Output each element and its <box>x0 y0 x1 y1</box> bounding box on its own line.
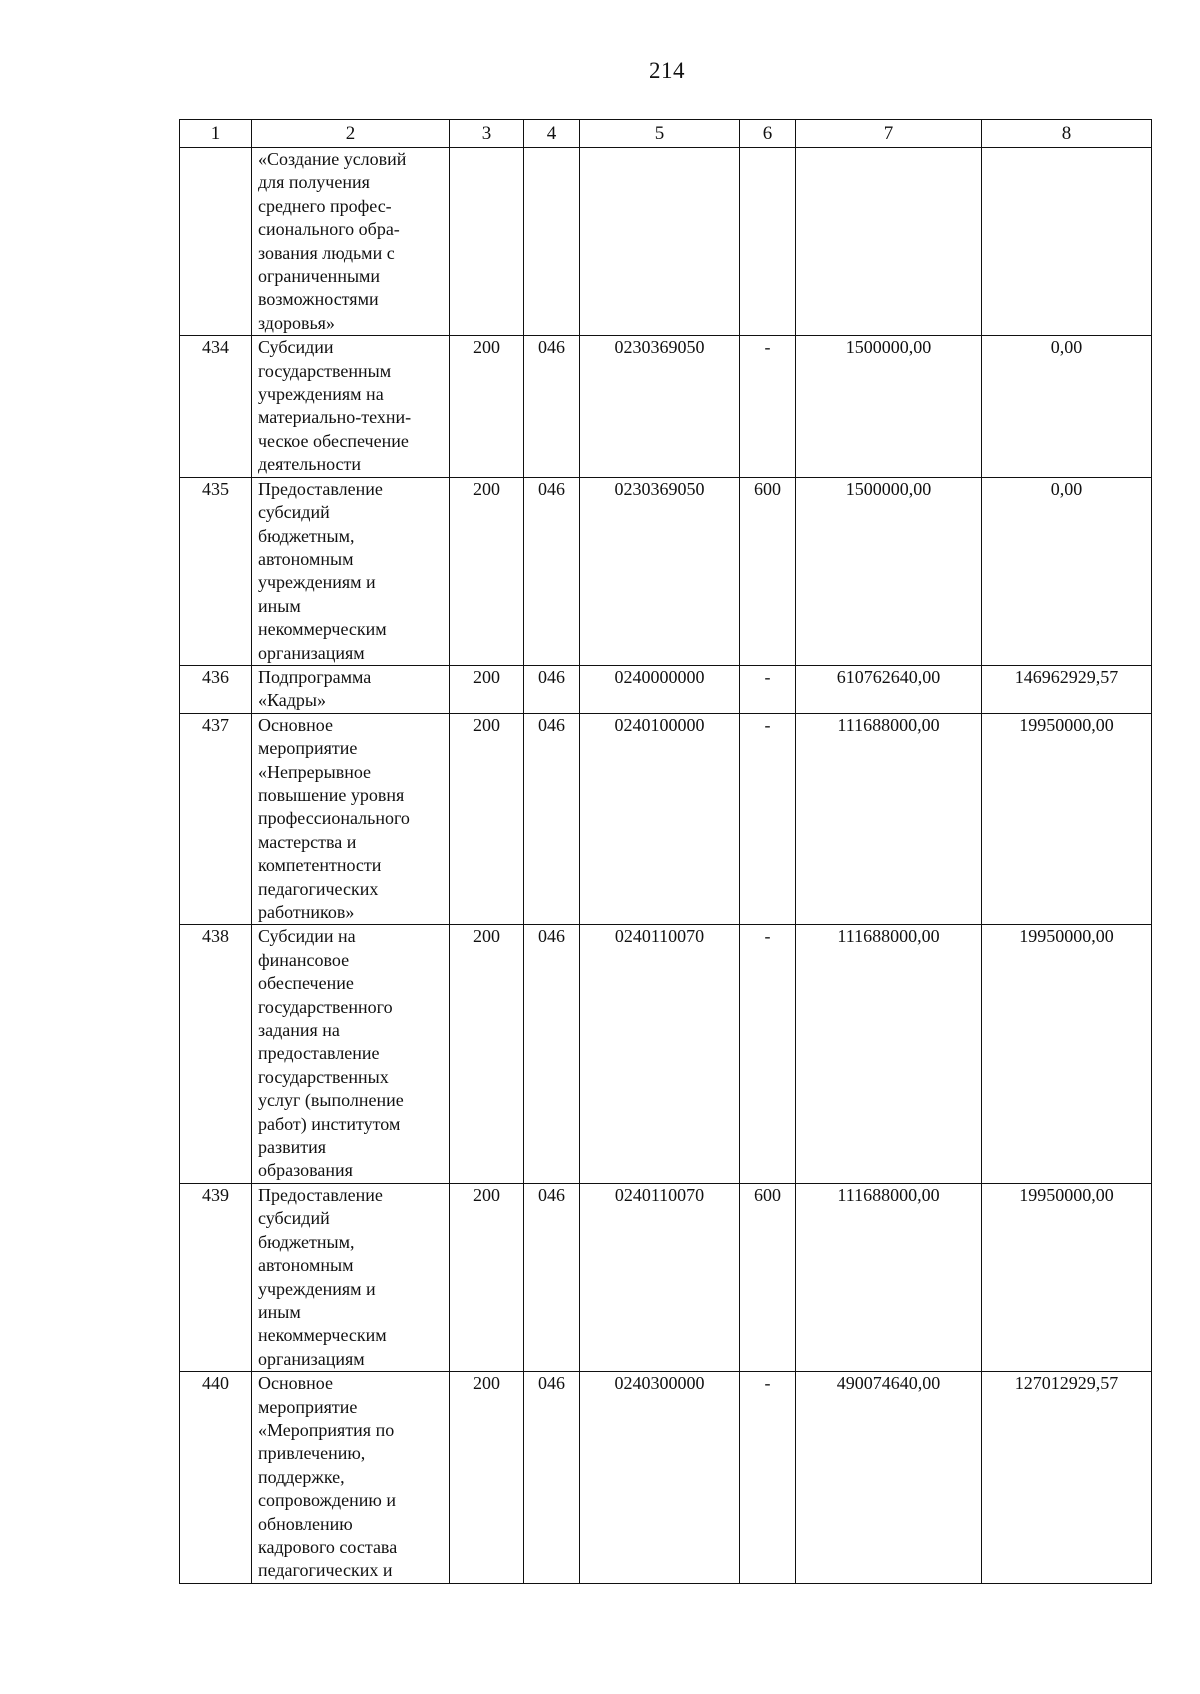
row-number <box>180 148 252 336</box>
header-cell: 6 <box>740 120 796 148</box>
table-header-row <box>180 120 1152 148</box>
row-col4: 046 <box>524 713 580 925</box>
row-amount-8: 19950000,00 <box>982 713 1152 925</box>
row-name: Основное мероприятие «Непрерывное повышение уровня профессионального мастерства и компетентности педагогических работников» <box>252 713 450 925</box>
row-number: 436 <box>180 665 252 713</box>
row-col4 <box>524 148 580 336</box>
page-number: 214 <box>649 58 685 83</box>
table-row <box>180 1183 1152 1371</box>
row-amount-8: 127012929,57 <box>982 1372 1152 1584</box>
header-cell: 1 <box>180 120 252 148</box>
table-row <box>180 336 1152 477</box>
row-amount-7: 1500000,00 <box>796 336 982 477</box>
row-amount-8: 19950000,00 <box>982 925 1152 1183</box>
row-number: 435 <box>180 477 252 665</box>
row-amount-8: 0,00 <box>982 477 1152 665</box>
row-amount-8 <box>982 148 1152 336</box>
header-cell: 5 <box>580 120 740 148</box>
row-col3 <box>450 148 524 336</box>
row-amount-8: 19950000,00 <box>982 1183 1152 1371</box>
row-amount-7: 490074640,00 <box>796 1372 982 1584</box>
row-amount-7: 111688000,00 <box>796 1183 982 1371</box>
row-col3: 200 <box>450 665 524 713</box>
row-name: Предоставление субсидий бюджетным, автономным учреждениям и иным некоммерческим организациям <box>252 1183 450 1371</box>
row-col3: 200 <box>450 336 524 477</box>
header-cell: 2 <box>252 120 450 148</box>
row-amount-8: 146962929,57 <box>982 665 1152 713</box>
row-number: 434 <box>180 336 252 477</box>
row-col4: 046 <box>524 336 580 477</box>
row-col6: 600 <box>740 477 796 665</box>
row-number: 437 <box>180 713 252 925</box>
row-code: 0240100000 <box>580 713 740 925</box>
row-number: 440 <box>180 1372 252 1584</box>
row-col6: - <box>740 665 796 713</box>
row-col4: 046 <box>524 477 580 665</box>
row-amount-8: 0,00 <box>982 336 1152 477</box>
row-code: 0240300000 <box>580 1372 740 1584</box>
row-name: Субсидии государственным учреждениям на материально-техни- ческое обеспечение деятельности <box>252 336 450 477</box>
header-cell: 7 <box>796 120 982 148</box>
table-row <box>180 477 1152 665</box>
row-col6: - <box>740 925 796 1183</box>
row-name: Подпрограмма «Кадры» <box>252 665 450 713</box>
row-number: 439 <box>180 1183 252 1371</box>
row-number: 438 <box>180 925 252 1183</box>
row-code <box>580 148 740 336</box>
row-col6: - <box>740 1372 796 1584</box>
row-code: 0240110070 <box>580 925 740 1183</box>
row-col3: 200 <box>450 1372 524 1584</box>
row-col3: 200 <box>450 713 524 925</box>
table-row <box>180 713 1152 925</box>
row-code: 0240110070 <box>580 1183 740 1371</box>
header-cell: 3 <box>450 120 524 148</box>
row-col4: 046 <box>524 925 580 1183</box>
row-name: Субсидии на финансовое обеспечение государственного задания на предоставление государственных услуг (выполнение работ) институтом развития образования <box>252 925 450 1183</box>
row-col3: 200 <box>450 477 524 665</box>
row-col6: - <box>740 336 796 477</box>
table-row <box>180 925 1152 1183</box>
row-code: 0230369050 <box>580 477 740 665</box>
row-col6: 600 <box>740 1183 796 1371</box>
row-amount-7 <box>796 148 982 336</box>
row-name: Основное мероприятие «Мероприятия по привлечению, поддержке, сопровождению и обновлению кадрового состава педагогических и <box>252 1372 450 1584</box>
row-col6 <box>740 148 796 336</box>
row-col6: - <box>740 713 796 925</box>
row-code: 0230369050 <box>580 336 740 477</box>
row-col4: 046 <box>524 1183 580 1371</box>
budget-table <box>179 119 1152 1584</box>
row-amount-7: 1500000,00 <box>796 477 982 665</box>
row-amount-7: 111688000,00 <box>796 925 982 1183</box>
row-amount-7: 111688000,00 <box>796 713 982 925</box>
row-col4: 046 <box>524 1372 580 1584</box>
header-cell: 8 <box>982 120 1152 148</box>
row-col4: 046 <box>524 665 580 713</box>
row-name: «Создание условий для получения среднего профес- сионального обра- зования людьми с ограниченными возможностями здоровья» <box>252 148 450 336</box>
table-row <box>180 665 1152 713</box>
table-row <box>180 1372 1152 1584</box>
row-amount-7: 610762640,00 <box>796 665 982 713</box>
header-cell: 4 <box>524 120 580 148</box>
row-code: 0240000000 <box>580 665 740 713</box>
row-name: Предоставление субсидий бюджетным, автономным учреждениям и иным некоммерческим организациям <box>252 477 450 665</box>
row-col3: 200 <box>450 1183 524 1371</box>
row-col3: 200 <box>450 925 524 1183</box>
table-row <box>180 148 1152 336</box>
